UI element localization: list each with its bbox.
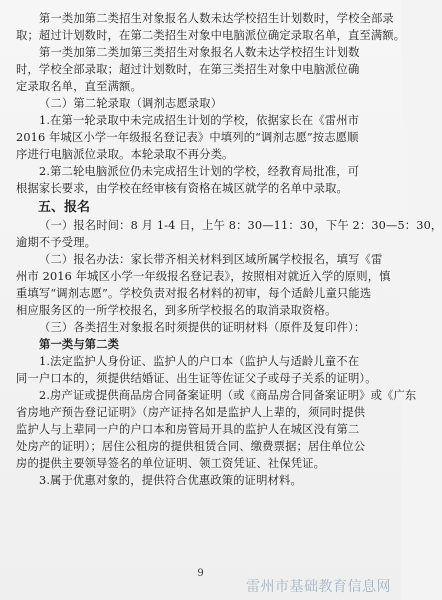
text-line: 2.第二轮电脑派位仍未完成招生计划的学校，经教育局批准，可	[39, 165, 360, 179]
text-line: 逾期不予受理。	[16, 235, 97, 249]
text-line: 同一户口本的，须提供结婚证、出生证等佐证父子或母子关系的证明）。	[16, 371, 377, 385]
site-watermark: 雷州市基础教育信息网	[246, 579, 391, 595]
text-line: 2.房产证或提供商品房合同备案证明（或《商品房合同备案证明》或《广东	[39, 388, 417, 402]
section-heading: 五、报名	[38, 199, 91, 215]
text-line: 3.属于优惠对象的，提供符合优惠政策的证明材料。	[39, 474, 302, 488]
document-body-part2	[16, 217, 442, 490]
text-line: 根据家长要求，由学校在经审核有资格在城区就学的名单中录取。	[16, 182, 348, 196]
text-line: 时，学校全部录取；超过计划数时，在第三类招生对象中电脑派位确	[16, 63, 360, 77]
text-line: 相应服务区的一所学校报名，到多所学校报名的取消录取资格。	[16, 303, 337, 317]
text-line: （一）报名时间：8 月 1-4 日，上午 8：30—11：30，下午 2：30—5：30，	[39, 218, 442, 232]
document-body-part1	[16, 10, 406, 198]
text-line: 1.法定监护人身份证、监护人的户口本（监护人与适龄儿童不在	[39, 354, 360, 368]
text-line: 第一类加第二类招生对象报名人数未达学校招生计划数时，学校全部录	[39, 12, 394, 25]
text-line: 2016 年城区小学一年级报名登记表》中填列的“调剂志愿”按志愿顺	[16, 131, 359, 145]
text-line: 第一类加第二类加第三类招生对象报名人数未达学校招生计划数	[39, 46, 360, 60]
text-line: 监护人与上辈同一户的户口本和房管局开具的监护人在城区没有第二	[16, 423, 360, 437]
text-line: 处房产的证明）；居住公租房的提供租赁合同、缴费票据；居住单位公	[16, 440, 366, 454]
text-line: （二）报名办法：家长带齐相关材料到区域所属学校报名，填写《雷	[39, 252, 383, 266]
text-line: 定录取名单，直至满额。	[16, 80, 142, 94]
text-line: 重填写“调剂志愿”。学校负责对报名材料的初审，每个适龄儿童只能选	[16, 286, 372, 300]
text-line: 取；超过计划数时，在第二类招生对象中电脑派位确定录取名单，直至满额。	[16, 29, 406, 43]
text-line: 省房地产预告登记证明》（房产证持名如是监护人上辈的，须同时提供	[16, 406, 366, 420]
text-line: （二）第二轮录取（调剂志愿录取）	[39, 97, 223, 111]
text-line: 房的提供主要领导签名的单位证明、领工资凭证、社保凭证。	[16, 457, 326, 471]
page-number: 9	[197, 568, 204, 579]
text-line: （三）各类招生对象报名时须提供的证明材料（原件及复印件）：	[39, 320, 366, 334]
text-line: 州市 2016 年城区小学一年级报名登记表》，按照相对就近入学的原则，慎	[16, 269, 391, 283]
text-line: 第一类与第二类	[39, 336, 120, 351]
text-line: 序进行电脑派位录取。本轮录取不再分类。	[16, 148, 234, 162]
text-line: 1.在第一轮录取中未完成招生计划的学校，依据家长在《雷州市	[39, 114, 360, 128]
